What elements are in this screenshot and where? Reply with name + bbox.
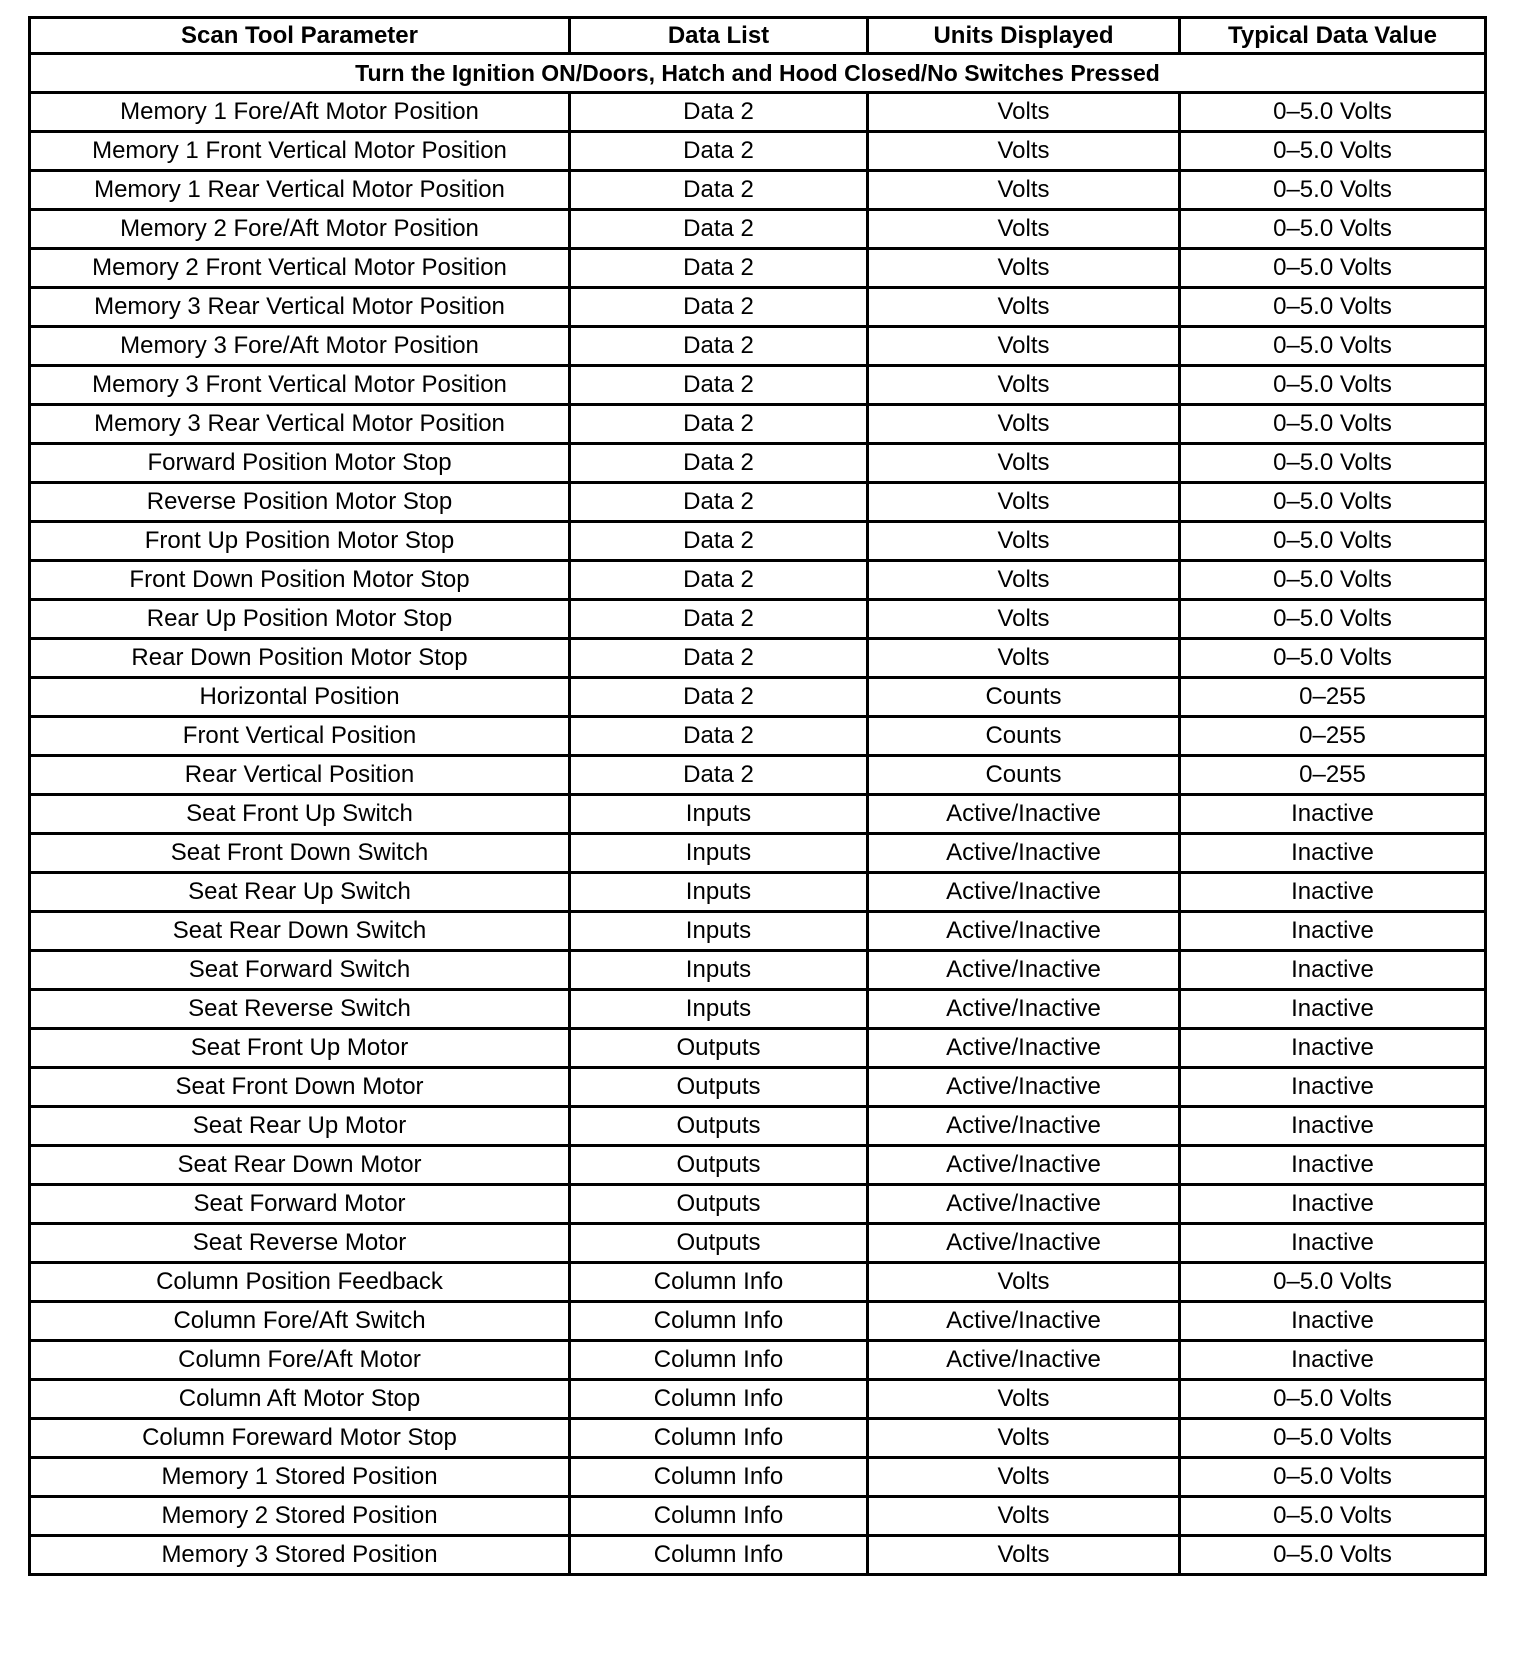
- cell-data-list: Data 2: [570, 483, 868, 522]
- cell-data-list: Column Info: [570, 1341, 868, 1380]
- cell-scan-tool-parameter: Column Foreward Motor Stop: [30, 1419, 570, 1458]
- cell-units-displayed: Volts: [868, 327, 1180, 366]
- cell-units-displayed: Volts: [868, 1497, 1180, 1536]
- cell-data-list: Data 2: [570, 171, 868, 210]
- cell-typical-data-value: 0–5.0 Volts: [1180, 600, 1486, 639]
- cell-typical-data-value: Inactive: [1180, 1146, 1486, 1185]
- cell-typical-data-value: 0–5.0 Volts: [1180, 1497, 1486, 1536]
- cell-units-displayed: Volts: [868, 600, 1180, 639]
- cell-scan-tool-parameter: Memory 2 Stored Position: [30, 1497, 570, 1536]
- cell-scan-tool-parameter: Front Vertical Position: [30, 717, 570, 756]
- cell-scan-tool-parameter: Seat Front Up Motor: [30, 1029, 570, 1068]
- cell-typical-data-value: Inactive: [1180, 834, 1486, 873]
- cell-units-displayed: Active/Inactive: [868, 990, 1180, 1029]
- cell-units-displayed: Volts: [868, 483, 1180, 522]
- cell-typical-data-value: Inactive: [1180, 990, 1486, 1029]
- cell-scan-tool-parameter: Memory 2 Fore/Aft Motor Position: [30, 210, 570, 249]
- cell-typical-data-value: 0–5.0 Volts: [1180, 171, 1486, 210]
- cell-data-list: Data 2: [570, 639, 868, 678]
- header-row: [30, 18, 1486, 54]
- table-row: [30, 444, 1486, 483]
- cell-typical-data-value: 0–5.0 Volts: [1180, 1419, 1486, 1458]
- table-row: [30, 93, 1486, 132]
- cell-data-list: Inputs: [570, 951, 868, 990]
- cell-units-displayed: Volts: [868, 1536, 1180, 1575]
- cell-data-list: Column Info: [570, 1302, 868, 1341]
- cell-data-list: Outputs: [570, 1146, 868, 1185]
- cell-units-displayed: Volts: [868, 93, 1180, 132]
- section-row: [30, 54, 1486, 93]
- cell-units-displayed: Volts: [868, 171, 1180, 210]
- cell-data-list: Data 2: [570, 561, 868, 600]
- cell-data-list: Inputs: [570, 912, 868, 951]
- cell-units-displayed: Volts: [868, 639, 1180, 678]
- cell-typical-data-value: 0–5.0 Volts: [1180, 1458, 1486, 1497]
- cell-data-list: Column Info: [570, 1497, 868, 1536]
- cell-scan-tool-parameter: Seat Reverse Motor: [30, 1224, 570, 1263]
- cell-units-displayed: Active/Inactive: [868, 1146, 1180, 1185]
- cell-data-list: Outputs: [570, 1068, 868, 1107]
- cell-units-displayed: Counts: [868, 678, 1180, 717]
- cell-units-displayed: Counts: [868, 717, 1180, 756]
- cell-data-list: Data 2: [570, 756, 868, 795]
- table-row: [30, 561, 1486, 600]
- cell-scan-tool-parameter: Column Aft Motor Stop: [30, 1380, 570, 1419]
- header-typical-data-value: Typical Data Value: [1180, 18, 1486, 54]
- cell-units-displayed: Active/Inactive: [868, 1029, 1180, 1068]
- table-row: [30, 1458, 1486, 1497]
- cell-units-displayed: Volts: [868, 1263, 1180, 1302]
- cell-data-list: Data 2: [570, 249, 868, 288]
- table-row: [30, 132, 1486, 171]
- cell-scan-tool-parameter: Memory 3 Fore/Aft Motor Position: [30, 327, 570, 366]
- table-row: [30, 1536, 1486, 1575]
- table-row: [30, 483, 1486, 522]
- cell-units-displayed: Active/Inactive: [868, 1185, 1180, 1224]
- cell-data-list: Column Info: [570, 1380, 868, 1419]
- cell-data-list: Data 2: [570, 522, 868, 561]
- cell-data-list: Outputs: [570, 1107, 868, 1146]
- cell-units-displayed: Active/Inactive: [868, 873, 1180, 912]
- cell-data-list: Outputs: [570, 1029, 868, 1068]
- cell-data-list: Column Info: [570, 1419, 868, 1458]
- table-header: [30, 18, 1486, 54]
- cell-typical-data-value: 0–5.0 Volts: [1180, 639, 1486, 678]
- cell-typical-data-value: 0–5.0 Volts: [1180, 522, 1486, 561]
- cell-units-displayed: Volts: [868, 405, 1180, 444]
- cell-typical-data-value: 0–5.0 Volts: [1180, 366, 1486, 405]
- header-data-list: Data List: [570, 18, 868, 54]
- cell-typical-data-value: 0–5.0 Volts: [1180, 1380, 1486, 1419]
- cell-scan-tool-parameter: Seat Front Down Switch: [30, 834, 570, 873]
- cell-typical-data-value: 0–5.0 Volts: [1180, 288, 1486, 327]
- table-row: [30, 678, 1486, 717]
- cell-typical-data-value: 0–5.0 Volts: [1180, 1536, 1486, 1575]
- cell-scan-tool-parameter: Seat Forward Motor: [30, 1185, 570, 1224]
- cell-typical-data-value: 0–5.0 Volts: [1180, 249, 1486, 288]
- cell-typical-data-value: 0–255: [1180, 678, 1486, 717]
- table-row: [30, 1497, 1486, 1536]
- cell-units-displayed: Active/Inactive: [868, 951, 1180, 990]
- table-row: [30, 1146, 1486, 1185]
- cell-units-displayed: Active/Inactive: [868, 1107, 1180, 1146]
- cell-units-displayed: Volts: [868, 210, 1180, 249]
- cell-scan-tool-parameter: Memory 1 Front Vertical Motor Position: [30, 132, 570, 171]
- cell-typical-data-value: 0–255: [1180, 756, 1486, 795]
- cell-scan-tool-parameter: Memory 1 Fore/Aft Motor Position: [30, 93, 570, 132]
- cell-scan-tool-parameter: Memory 3 Front Vertical Motor Position: [30, 366, 570, 405]
- table-row: [30, 1107, 1486, 1146]
- cell-typical-data-value: Inactive: [1180, 1068, 1486, 1107]
- cell-data-list: Inputs: [570, 795, 868, 834]
- table-row: [30, 1029, 1486, 1068]
- cell-data-list: Column Info: [570, 1458, 868, 1497]
- cell-units-displayed: Active/Inactive: [868, 1224, 1180, 1263]
- cell-data-list: Data 2: [570, 288, 868, 327]
- cell-scan-tool-parameter: Memory 3 Rear Vertical Motor Position: [30, 288, 570, 327]
- cell-typical-data-value: Inactive: [1180, 795, 1486, 834]
- cell-scan-tool-parameter: Horizontal Position: [30, 678, 570, 717]
- cell-data-list: Data 2: [570, 93, 868, 132]
- cell-units-displayed: Active/Inactive: [868, 912, 1180, 951]
- cell-scan-tool-parameter: Memory 3 Stored Position: [30, 1536, 570, 1575]
- cell-units-displayed: Active/Inactive: [868, 1068, 1180, 1107]
- table-row: [30, 249, 1486, 288]
- cell-typical-data-value: 0–5.0 Volts: [1180, 327, 1486, 366]
- cell-data-list: Outputs: [570, 1185, 868, 1224]
- cell-typical-data-value: Inactive: [1180, 1107, 1486, 1146]
- cell-scan-tool-parameter: Column Position Feedback: [30, 1263, 570, 1302]
- cell-units-displayed: Volts: [868, 132, 1180, 171]
- cell-units-displayed: Volts: [868, 1380, 1180, 1419]
- table-row: [30, 600, 1486, 639]
- cell-scan-tool-parameter: Front Up Position Motor Stop: [30, 522, 570, 561]
- table-row: [30, 990, 1486, 1029]
- cell-units-displayed: Volts: [868, 444, 1180, 483]
- table-row: [30, 1380, 1486, 1419]
- cell-typical-data-value: 0–5.0 Volts: [1180, 561, 1486, 600]
- section-title: Turn the Ignition ON/Doors, Hatch and Hood Closed/No Switches Pressed: [30, 54, 1486, 93]
- cell-data-list: Data 2: [570, 210, 868, 249]
- cell-typical-data-value: Inactive: [1180, 1224, 1486, 1263]
- cell-data-list: Inputs: [570, 834, 868, 873]
- cell-data-list: Data 2: [570, 600, 868, 639]
- table-row: [30, 171, 1486, 210]
- table-row: [30, 1419, 1486, 1458]
- table-row: [30, 795, 1486, 834]
- table-row: [30, 405, 1486, 444]
- cell-units-displayed: Active/Inactive: [868, 1302, 1180, 1341]
- cell-typical-data-value: Inactive: [1180, 1341, 1486, 1380]
- table-row: [30, 1341, 1486, 1380]
- table-row: [30, 756, 1486, 795]
- table-row: [30, 1068, 1486, 1107]
- cell-units-displayed: Volts: [868, 522, 1180, 561]
- table-row: [30, 1263, 1486, 1302]
- cell-data-list: Inputs: [570, 873, 868, 912]
- cell-typical-data-value: 0–5.0 Volts: [1180, 444, 1486, 483]
- cell-scan-tool-parameter: Memory 1 Stored Position: [30, 1458, 570, 1497]
- cell-data-list: Inputs: [570, 990, 868, 1029]
- table-body: [30, 54, 1486, 1575]
- table-row: [30, 951, 1486, 990]
- cell-data-list: Data 2: [570, 366, 868, 405]
- cell-typical-data-value: Inactive: [1180, 951, 1486, 990]
- cell-units-displayed: Volts: [868, 249, 1180, 288]
- table-row: [30, 639, 1486, 678]
- table-row: [30, 1224, 1486, 1263]
- cell-data-list: Column Info: [570, 1263, 868, 1302]
- cell-typical-data-value: Inactive: [1180, 1185, 1486, 1224]
- cell-units-displayed: Counts: [868, 756, 1180, 795]
- cell-data-list: Data 2: [570, 717, 868, 756]
- cell-typical-data-value: 0–5.0 Volts: [1180, 1263, 1486, 1302]
- cell-typical-data-value: Inactive: [1180, 1029, 1486, 1068]
- scan-tool-data-table: [28, 16, 1487, 1576]
- table-row: [30, 366, 1486, 405]
- cell-data-list: Data 2: [570, 327, 868, 366]
- cell-typical-data-value: 0–5.0 Volts: [1180, 93, 1486, 132]
- cell-scan-tool-parameter: Seat Forward Switch: [30, 951, 570, 990]
- table-row: [30, 522, 1486, 561]
- cell-scan-tool-parameter: Rear Up Position Motor Stop: [30, 600, 570, 639]
- cell-typical-data-value: 0–5.0 Volts: [1180, 132, 1486, 171]
- cell-typical-data-value: Inactive: [1180, 873, 1486, 912]
- cell-scan-tool-parameter: Front Down Position Motor Stop: [30, 561, 570, 600]
- cell-typical-data-value: 0–5.0 Volts: [1180, 483, 1486, 522]
- table-row: [30, 288, 1486, 327]
- cell-scan-tool-parameter: Seat Rear Down Switch: [30, 912, 570, 951]
- cell-scan-tool-parameter: Seat Rear Down Motor: [30, 1146, 570, 1185]
- cell-scan-tool-parameter: Memory 1 Rear Vertical Motor Position: [30, 171, 570, 210]
- table-row: [30, 873, 1486, 912]
- cell-scan-tool-parameter: Column Fore/Aft Motor: [30, 1341, 570, 1380]
- cell-typical-data-value: Inactive: [1180, 1302, 1486, 1341]
- header-units-displayed: Units Displayed: [868, 18, 1180, 54]
- cell-scan-tool-parameter: Column Fore/Aft Switch: [30, 1302, 570, 1341]
- cell-units-displayed: Volts: [868, 1458, 1180, 1497]
- cell-data-list: Column Info: [570, 1536, 868, 1575]
- cell-units-displayed: Volts: [868, 1419, 1180, 1458]
- cell-scan-tool-parameter: Rear Down Position Motor Stop: [30, 639, 570, 678]
- cell-units-displayed: Active/Inactive: [868, 795, 1180, 834]
- cell-scan-tool-parameter: Seat Rear Up Motor: [30, 1107, 570, 1146]
- cell-scan-tool-parameter: Memory 3 Rear Vertical Motor Position: [30, 405, 570, 444]
- table-row: [30, 717, 1486, 756]
- header-scan-tool-parameter: Scan Tool Parameter: [30, 18, 570, 54]
- cell-units-displayed: Volts: [868, 288, 1180, 327]
- cell-scan-tool-parameter: Seat Reverse Switch: [30, 990, 570, 1029]
- table-row: [30, 912, 1486, 951]
- cell-units-displayed: Active/Inactive: [868, 834, 1180, 873]
- cell-scan-tool-parameter: Reverse Position Motor Stop: [30, 483, 570, 522]
- cell-data-list: Data 2: [570, 678, 868, 717]
- cell-scan-tool-parameter: Rear Vertical Position: [30, 756, 570, 795]
- cell-units-displayed: Active/Inactive: [868, 1341, 1180, 1380]
- cell-data-list: Data 2: [570, 405, 868, 444]
- cell-scan-tool-parameter: Seat Front Down Motor: [30, 1068, 570, 1107]
- cell-data-list: Data 2: [570, 444, 868, 483]
- cell-units-displayed: Volts: [868, 366, 1180, 405]
- table-row: [30, 834, 1486, 873]
- cell-scan-tool-parameter: Seat Rear Up Switch: [30, 873, 570, 912]
- cell-data-list: Data 2: [570, 132, 868, 171]
- cell-typical-data-value: 0–255: [1180, 717, 1486, 756]
- cell-units-displayed: Volts: [868, 561, 1180, 600]
- cell-data-list: Outputs: [570, 1224, 868, 1263]
- cell-typical-data-value: 0–5.0 Volts: [1180, 210, 1486, 249]
- scan-tool-data-sheet: [28, 16, 1487, 1576]
- table-row: [30, 327, 1486, 366]
- cell-typical-data-value: Inactive: [1180, 912, 1486, 951]
- table-row: [30, 1185, 1486, 1224]
- cell-scan-tool-parameter: Forward Position Motor Stop: [30, 444, 570, 483]
- table-row: [30, 210, 1486, 249]
- table-row: [30, 1302, 1486, 1341]
- cell-typical-data-value: 0–5.0 Volts: [1180, 405, 1486, 444]
- cell-scan-tool-parameter: Memory 2 Front Vertical Motor Position: [30, 249, 570, 288]
- cell-scan-tool-parameter: Seat Front Up Switch: [30, 795, 570, 834]
